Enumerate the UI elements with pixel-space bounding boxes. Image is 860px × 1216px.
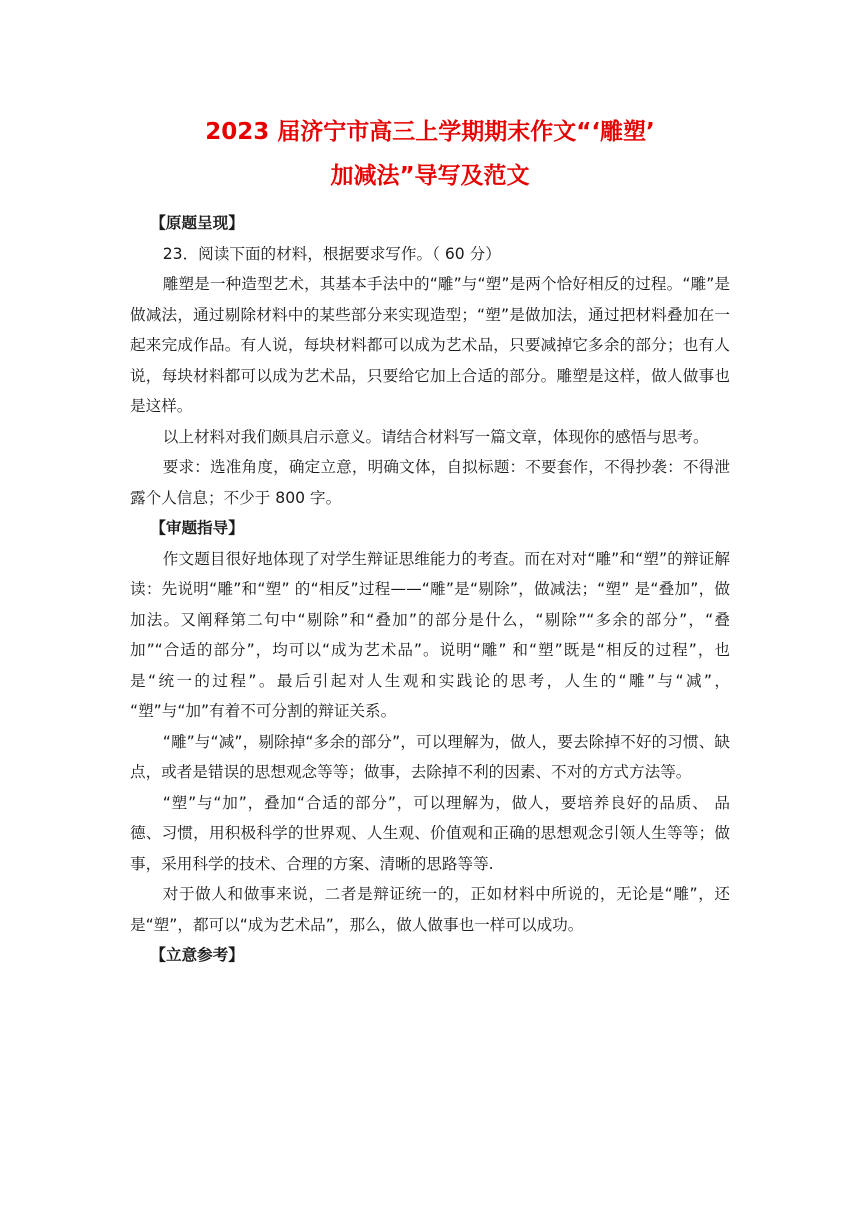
inspiration-paragraph: 以上材料对我们颇具启示意义。请结合材料写一篇文章，体现你的感悟与思考。 (162, 427, 709, 446)
section-heading-guide: 【审题指导】 (150, 519, 244, 537)
guide-paragraph-2: “雕”与“减”，剔除掉“多余的部分”，可以理解为，做人，要去除掉不好的习惯、缺点，或者是错误的思想观念等等；做事，去除掉不利的因素、不对的方式方法等。 (130, 732, 730, 781)
question-line: 23．阅读下面的材料，根据要求写作。（ 60 分） (162, 244, 501, 263)
document-title-line-1: 2023 届济宁市高三上学期期末作文“‘雕塑’ (205, 119, 655, 145)
guide-paragraph-1: 作文题目很好地体现了对学生辩证思维能力的考查。而在对对“雕”和“塑”的辩证解读：先说明“雕”和“塑” 的“相反”过程——“雕”是“剔除”，做减法；“塑” 是“叠加”，做加法。又阐释第二句中“剔除”和“叠加”的部分是什么，“剔除”“多余的部分”，“叠加”“合适的部分”，均可以“成为艺术品”。说明“雕” 和“塑”既是“相反的过程”，也是“统一的过程”。最后引起对人生观和实践论的思考，人生的“雕”与“减”， “塑”与“加”有着不可分割的辩证关系。 (130, 549, 730, 720)
section-heading-idea: 【立意参考】 (150, 946, 244, 964)
document-body (130, 208, 730, 971)
document-title-line-2: 加减法”导写及范文 (330, 163, 530, 189)
requirement-paragraph: 要求：选准角度，确定立意，明确文体，自拟标题：不要套作，不得抄袭：不得泄露个人信息；不少于 800 字。 (130, 458, 730, 507)
guide-paragraph-4: 对于做人和做事来说，二者是辩证统一的，正如材料中所说的，无论是“雕”，还 是“塑”，都可以“成为艺术品”，那么，做人做事也一样可以成功。 (130, 885, 730, 934)
material-paragraph: 雕塑是一种造型艺术，其基本手法中的“雕”与“塑”是两个恰好相反的过程。“雕”是做减法，通过剔除材料中的某些部分来实现造型；“塑”是做加法，通过把材料叠加在一起来完成作品。有人说，每块材料都可以成为艺术品，只要减掉它多余的部分；也有人说，每块材料都可以成为艺术品，只要给它加上合适的部分。雕塑是这样，做人做事也是这样。 (130, 275, 730, 415)
section-heading-original: 【原题呈现】 (150, 214, 244, 232)
guide-paragraph-3: “塑”与“加”，叠加“合适的部分”，可以理解为，做人，要培养良好的品质、 品德、习惯，用积极科学的世界观、人生观、价值观和正确的思想观念引领人生等等；做事，采用科学的技术、合理的方案、清晰的思路等等. (130, 793, 730, 873)
